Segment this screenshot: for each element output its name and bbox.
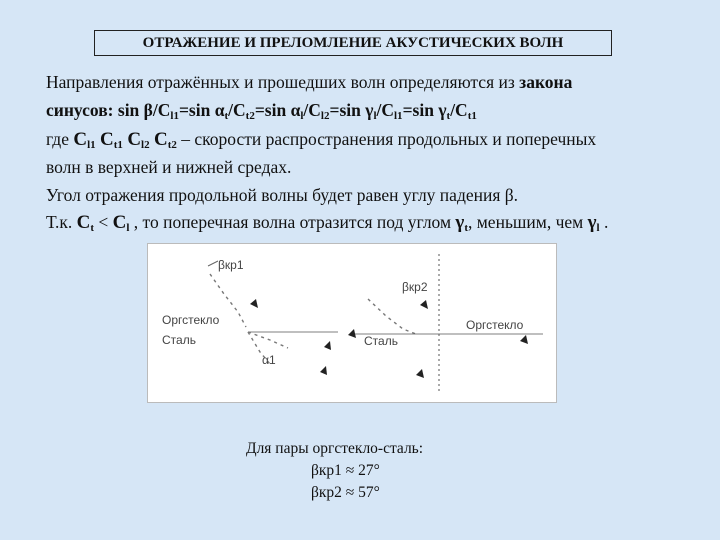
sine-law-formula: синусов: $\sin \beta/С_{l1}=\sin$ $\alpha_t/С_{t2}=\sin$ $\alpha_l/С_{l2}=\sin$ $\gamma_l/С_{l1}=\sin$ $\gamma_t/С_{t1}$ (46, 100, 477, 122)
para2-line1: где $C_{l1}$ $C_{t1}$ $C_{l2}$ $C_{t2}$ – скорости распространения продольных и поперечных (46, 129, 597, 151)
law-term: закона (519, 72, 573, 92)
arrow-head (520, 335, 528, 344)
arrow-head (348, 329, 356, 338)
caption-beta-cr2: βкр2 ≈ 57° (311, 484, 380, 501)
steel-label-left: Сталь (162, 333, 196, 347)
para2-line2: волн в верхней и нижней средах. (46, 157, 292, 177)
caption-beta-cr1: βкр1 ≈ 27° (311, 462, 380, 479)
arrow-head (420, 300, 428, 309)
alpha1-label: α1 (262, 353, 276, 367)
steel-label-right: Сталь (364, 334, 398, 348)
arrow-head (320, 366, 327, 375)
wave-diagram-svg (148, 244, 556, 402)
caption-line1: Для пары оргстекло-сталь: (246, 440, 424, 457)
text-segment: Направления отражённых и прошедших волн определяются из (46, 72, 520, 92)
beta-cr1-label: βкр1 (218, 258, 244, 272)
beta-cr2-label: βкр2 (402, 280, 428, 294)
plexi-label-left: Оргстекло (162, 313, 220, 327)
plexi-label-right: Оргстекло (466, 318, 524, 332)
arrow-head (324, 341, 331, 350)
wave-diagram (147, 243, 557, 403)
arrow-head (250, 299, 258, 308)
para4: Т.к. $C_t < C_l$ , то поперечная волна отразится под углом $\gamma_t$, меньшим, чем $\gamma_l$ . (46, 212, 609, 234)
para3: Угол отражения продольной волны будет равен углу падения β. (46, 185, 519, 205)
slide-title: ОТРАЖЕНИЕ И ПРЕЛОМЛЕНИЕ АКУСТИЧЕСКИХ ВОЛН (94, 30, 612, 56)
arrow-head (416, 369, 424, 378)
para1-line1 (46, 72, 572, 93)
